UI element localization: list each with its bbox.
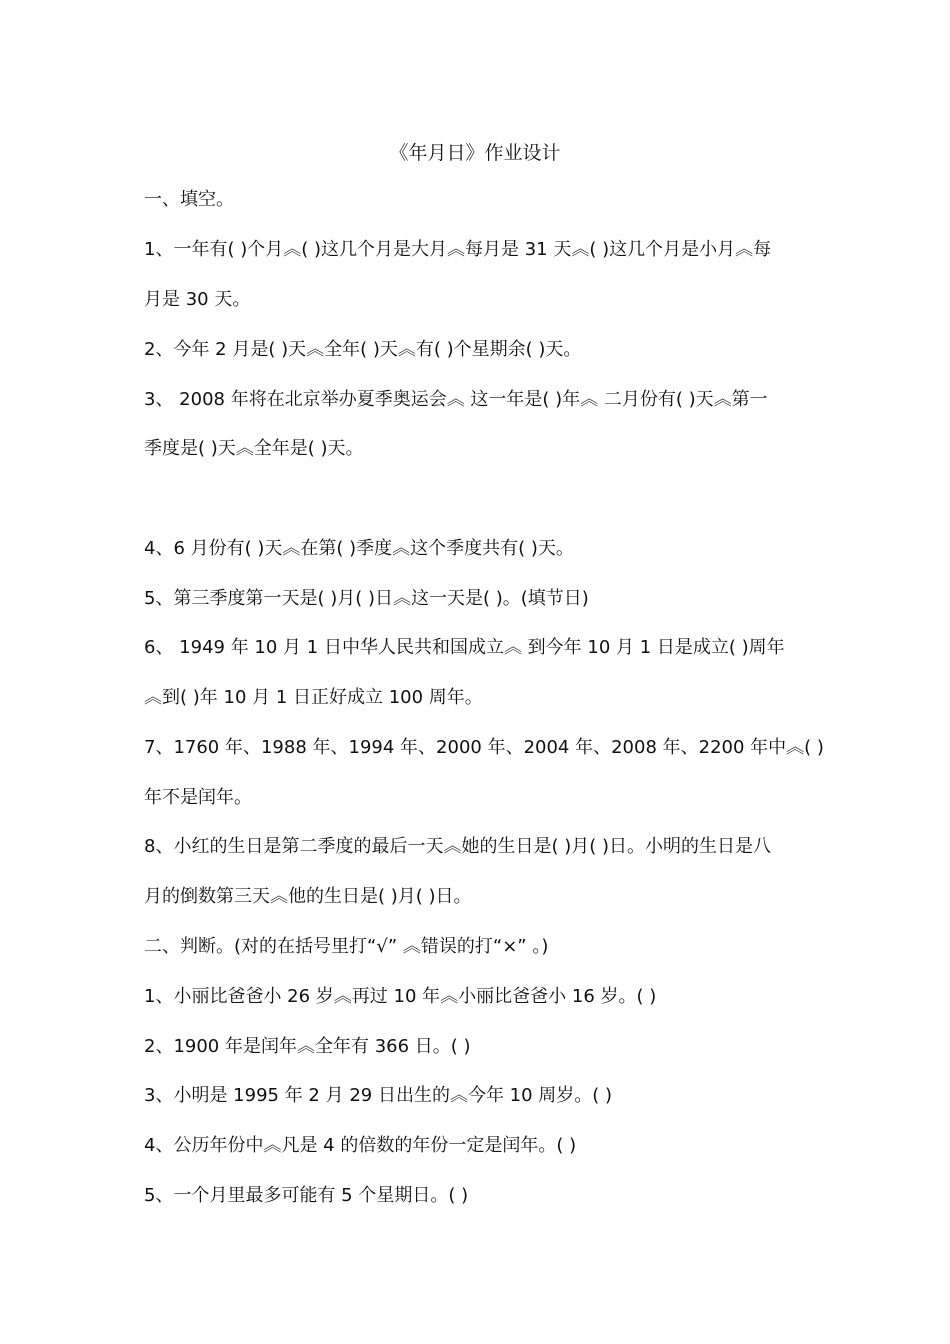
judgment-item-5: 5、一个月里最多可能有 5 个星期日。( ) (144, 1185, 469, 1206)
question-4-line-1: 4、6 月份有( )天︽在第( )季度︽这个季度共有( )天。 (144, 538, 574, 559)
question-6-line-1: 6、 1949 年 10 月 1 日中华人民共和国成立︽ 到今年 10 月 1 日是成立( )周年 (144, 637, 785, 658)
question-2-line-1: 2、今年 2 月是( )天︽全年( )天︽有( )个星期余( )天。 (144, 339, 582, 360)
judgment-item-4: 4、公历年份中︽凡是 4 的倍数的年份一定是闰年。( ) (144, 1135, 577, 1156)
question-3-line-2: 季度是( )天︽全年是( )天。 (144, 438, 364, 459)
judgment-item-1: 1、小丽比爸爸小 26 岁︽再过 10 年︽小丽比爸爸小 16 岁。( ) (144, 986, 657, 1007)
question-8-line-2: 月的倒数第三天︽他的生日是( )月( )日。 (144, 886, 472, 907)
page-title: 《年月日》作业设计 (389, 142, 561, 164)
section-heading-true-false: 二、判断。(对的在括号里打“√” ︽错误的打“×” 。) (144, 936, 549, 957)
question-1-line-1: 1、一年有( )个月︽( )这几个月是大月︽每月是 31 天︽( )这几个月是小月︽每 (144, 239, 772, 260)
question-7-line-1: 7、1760 年、1988 年、1994 年、2000 年、2004 年、2008 年、2200 年中︽( ) (144, 737, 824, 758)
question-3-line-1: 3、 2008 年将在北京举办夏季奥运会︽ 这一年是( )年︽ 二月份有( )天︽第一 (144, 389, 768, 410)
section-heading-fill-blank: 一、填空。 (144, 189, 234, 210)
judgment-item-2: 2、1900 年是闰年︽全年有 366 日。( ) (144, 1036, 471, 1057)
question-7-line-2: 年不是闰年。 (144, 787, 252, 808)
judgment-item-3: 3、小明是 1995 年 2 月 29 日出生的︽今年 10 周岁。( ) (144, 1085, 613, 1106)
question-8-line-1: 8、小红的生日是第二季度的最后一天︽她的生日是( )月( )日。小明的生日是八 (144, 836, 771, 857)
question-6-line-2: ︽到( )年 10 月 1 日正好成立 100 周年。 (144, 687, 483, 708)
question-5-line-1: 5、第三季度第一天是( )月( )日︽这一天是( )。(填节日) (144, 588, 589, 609)
question-1-line-2: 月是 30 天。 (144, 289, 251, 310)
